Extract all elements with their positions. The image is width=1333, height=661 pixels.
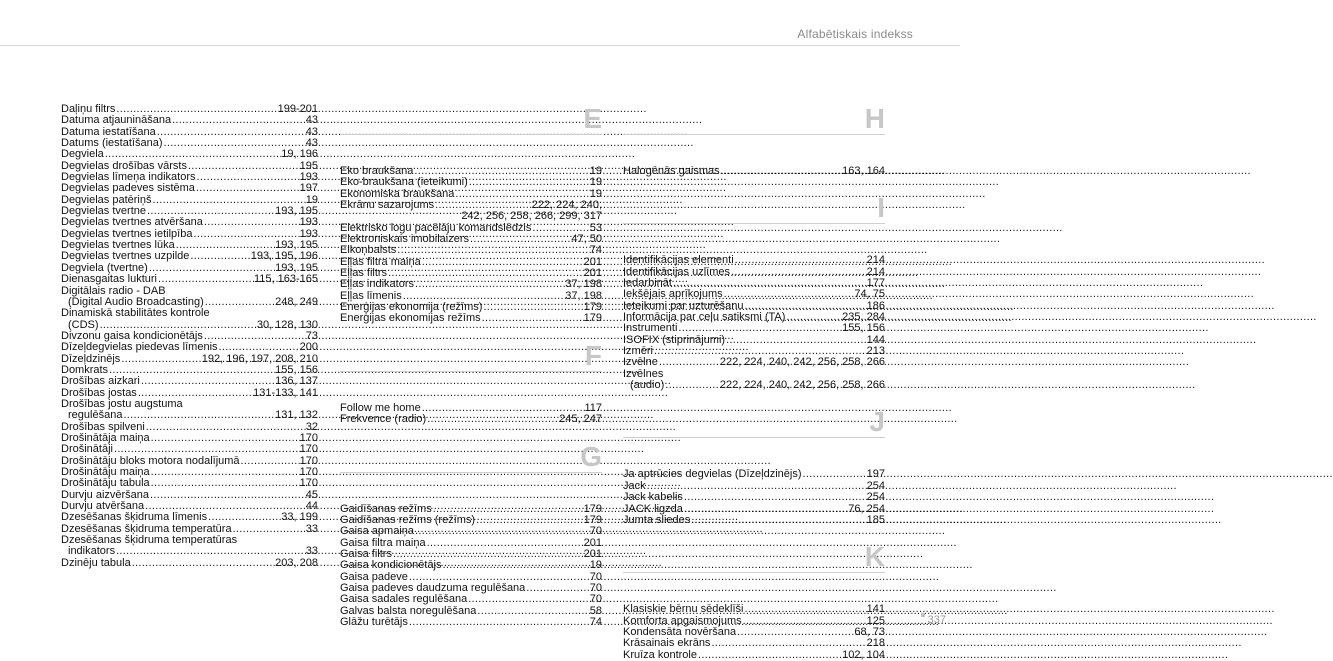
section-letter: H (864, 103, 885, 134)
index-entry-pages: 254 (866, 491, 885, 504)
dot-leader (151, 478, 299, 489)
page-header-title: Alfabētiskais indekss (797, 27, 913, 41)
index-entry-pages: 68, 73 (854, 625, 885, 638)
index-entry-pages: 177 (866, 277, 885, 290)
index-entry-pages: 200 (299, 341, 318, 354)
index-entry-pages: 125 (866, 614, 885, 627)
section-divider (340, 472, 602, 473)
index-entry-pages: 33 (305, 545, 318, 558)
index-entry-pages: 254 (866, 479, 885, 492)
index-entry-label: Ekrānu sazarojums (340, 199, 435, 212)
index-entry (61, 376, 318, 387)
section-header-i (623, 193, 885, 255)
index-entry-label: Degvielas tvertnes ietilpība (61, 227, 193, 240)
index-entry-pages: 131-133, 141 (253, 386, 318, 399)
index-entry-pages: 141 (866, 603, 885, 616)
index-entry-pages: 43 (305, 114, 318, 127)
index-entry-pages: 201 (583, 267, 602, 280)
index-entry-pages: 74, 75 (854, 288, 885, 301)
index-entry-label: Degvielas tvertnes lūka (61, 239, 175, 252)
section-divider (623, 572, 885, 573)
index-entry-pages: 248, 249 (275, 295, 318, 308)
index-entry-label: indikators (68, 545, 116, 558)
section-header-k (623, 542, 885, 604)
index-entry-pages: 74 (589, 615, 602, 628)
index-entry-label: Enerģijas ekonomijas režīms (340, 312, 481, 325)
index-entry-label: Degvielas tvertne (61, 205, 146, 218)
index-entry-pages: 213 (866, 345, 885, 358)
index-entry-label: Drošinātāji (61, 443, 113, 456)
index-entry-pages: 197 (866, 468, 885, 481)
index-entry-pages: 197 (299, 182, 318, 195)
index-column-1 (61, 104, 318, 569)
index-entry (340, 594, 602, 605)
index-entry-pages: 44 (305, 500, 318, 513)
index-entry-pages: 193 (299, 227, 318, 240)
index-entry-pages: 19 (589, 187, 602, 200)
index-entry-pages: 19 (589, 176, 602, 189)
index-entry-label: Degviela (61, 148, 104, 161)
page-number (921, 613, 946, 626)
index-entry-pages: 30, 128, 130 (256, 318, 318, 331)
index-entry-pages: 47, 50 (571, 233, 602, 246)
index-entry-label: Drošības jostas (61, 386, 137, 399)
index-entry (61, 478, 318, 489)
index-entry-pages: 136, 137 (275, 375, 318, 388)
index-entry-pages: 193, 195, 196 (250, 250, 318, 263)
index-entry (340, 313, 602, 324)
index-entry-pages-continued: 242, 256, 258, 266, 299, 317 (461, 210, 602, 223)
index-entry-label: Eko-braukšana (ieteikumi) (340, 176, 468, 189)
index-entry-pages: 37, 198 (565, 289, 602, 302)
index-entry (623, 650, 885, 661)
index-entry (340, 414, 602, 425)
dot-leader (205, 297, 274, 308)
index-entry-label: Frekvence (radio) (340, 413, 427, 426)
index-entry-label: Ja aptrūcies degvielas (Dīzeļdzinējs) (623, 468, 802, 481)
index-entry-pages: 19, 196 (281, 148, 318, 161)
index-entry-pages: 222, 224, 240, (531, 199, 602, 212)
index-entry-pages: 193, 195 (275, 205, 318, 218)
page-marker-icon (921, 613, 925, 617)
index-entry-label: Drošinātāju bloks motora nodalījumā (61, 454, 240, 467)
index-entry-pages: 155, 156 (275, 363, 318, 376)
index-entry-label: Daļiņu filtrs (61, 103, 116, 115)
index-entry-pages: 115, 163-165 (253, 273, 318, 286)
index-entry-pages: 32 (305, 420, 318, 433)
index-entry-label: Drošības spilveni (61, 420, 145, 433)
index-entry-label: Eļļas filtrs (340, 267, 388, 280)
index-entry-pages: 170 (299, 431, 318, 444)
index-entry (623, 515, 885, 526)
index-entry-label: Gaidīšanas režīms (340, 502, 432, 515)
dot-leader (443, 560, 589, 571)
index-entry-label: Dzesēšanas šķidruma līmenis (61, 511, 208, 524)
index-entry (340, 526, 602, 537)
dot-leader (141, 376, 274, 387)
index-entry (61, 444, 318, 455)
index-entry-pages: 222, 224, 240, 242, 256, 258, 266 (719, 356, 885, 369)
index-entry-pages: 19 (589, 165, 602, 177)
index-entry-label: Gaisa filtrs (340, 547, 392, 560)
dot-leader (659, 357, 719, 368)
index-entry-label: (CDS) (68, 318, 99, 331)
index-entry-pages: 193 (299, 216, 318, 229)
index-entry-pages: 70 (589, 593, 602, 606)
index-entry (340, 560, 602, 571)
section-divider (623, 223, 885, 224)
index-entry-label: Follow me home (340, 401, 421, 414)
index-entry-label: Gaisa apmaiņa (340, 525, 414, 538)
section-letter: F (584, 339, 602, 371)
dot-leader (427, 414, 558, 425)
index-entry-pages: 193 (299, 171, 318, 184)
index-entry-label: Galvas balsta noregulēšana (340, 604, 477, 617)
section-divider (340, 134, 602, 135)
index-entry-pages: 192, 196, 197, 208, 210 (201, 352, 318, 365)
dot-leader (744, 604, 865, 615)
dot-leader (684, 492, 866, 503)
dot-leader (123, 410, 274, 421)
index-entry-pages: 214 (866, 254, 885, 267)
index-entry (340, 177, 602, 188)
index-entry-label: Elektroniskais imobilaizers (340, 233, 469, 246)
index-entry-label: Ekonomiska braukšana (340, 187, 455, 200)
index-entry-label: Durvju aizvēršana (61, 488, 150, 501)
index-entry-pages: 76, 254 (848, 502, 885, 515)
index-entry (61, 410, 318, 421)
section-letter: E (583, 103, 602, 134)
index-entry-pages: 70 (589, 525, 602, 538)
dot-leader (468, 594, 589, 605)
dot-leader (219, 342, 299, 353)
index-entry-label: Eļļas indikators (340, 278, 414, 291)
index-entry-heading: Dzesēšanas šķidruma temperatūras (61, 534, 238, 547)
section-letter: I (877, 192, 885, 224)
dot-leader (114, 444, 299, 455)
index-entry-label: Identifikācijas uzlīmes (623, 265, 730, 278)
dot-leader (735, 255, 866, 266)
index-entry-label: Drošības aizkari (61, 375, 140, 388)
index-entry-label: Glāžu turētājs (340, 615, 408, 628)
dot-leader (482, 313, 583, 324)
index-entry-label: Degvielas tvertnes uzpilde (61, 250, 190, 263)
index-entry-label: Gaisa kondicionētājs (340, 559, 442, 572)
index-entry-label: Dzinēju tabula (61, 556, 131, 569)
index-entry-label: Gaisa padeves daudzuma regulēšana (340, 581, 526, 594)
index-entry-pages: 163, 164 (842, 165, 885, 177)
section-divider (623, 134, 885, 135)
index-entry-label: Elektrisko logu pacēlāju komandslēdzis (340, 221, 532, 234)
page-number-text: 337 (927, 614, 946, 626)
index-entry-pages: 195 (299, 159, 318, 172)
index-entry-heading: Dinamiskā stabilitātes kontrole (61, 307, 210, 320)
index-entry-label: Dienasgaitas lukturi (61, 273, 157, 286)
index-entry-pages: 73 (305, 329, 318, 342)
section-header-g (340, 442, 602, 504)
index-entry-pages: 102, 104 (842, 648, 885, 661)
index-entry-pages: 245, 247 (559, 413, 602, 426)
index-entry (623, 604, 885, 615)
index-entry-label: Degvielas patēriņš (61, 193, 152, 206)
index-entry-label: Jack (623, 479, 646, 492)
dot-leader (698, 650, 841, 661)
index-entry-label: Enerģijas ekonomija (režīms) (340, 301, 483, 314)
index-entry-pages: 33, 199 (281, 511, 318, 524)
index-entry-pages: 235, 284 (842, 311, 885, 324)
index-entry-label: Dzesēšanas šķidruma temperatūra (61, 522, 232, 535)
index-entry-pages: 155, 156 (842, 322, 885, 335)
index-entry-label: Ieteikumi par uzturēšanu (623, 299, 744, 312)
index-entry-label: Gaidīšanas režīms (režīms) (340, 513, 476, 526)
index-entry-pages: 186 (866, 299, 885, 312)
dot-leader (132, 558, 274, 569)
index-entry (623, 380, 885, 391)
index-entry-pages: 70 (589, 570, 602, 583)
index-entry-pages: 70 (589, 581, 602, 594)
index-entry-pages: 203, 208 (275, 556, 318, 569)
index-entry-pages: 179 (583, 301, 602, 314)
index-entry-label: Drošinātāju maiņa (61, 466, 150, 478)
index-entry-pages: 170 (299, 454, 318, 467)
index-entry-label: Dīzeļdegvielas piedevas līmenis (61, 341, 218, 354)
index-entry-label: Degvielas drošības vārsts (61, 159, 187, 172)
index-entry-pages: 179 (583, 502, 602, 515)
dot-leader (415, 526, 589, 537)
index-entry-label: Informācija par ceļu satiksmi (TA) (623, 311, 786, 324)
index-entry-label: JACK ligzda (623, 502, 683, 515)
header-divider (0, 45, 960, 46)
index-entry-label: Degviela (tvertne) (61, 261, 148, 274)
index-entry-label: Divzonu gaisa kondicionētājs (61, 329, 203, 342)
index-entry-pages: 201 (583, 255, 602, 268)
index-entry-pages: 144 (866, 333, 885, 346)
index-entry-label: Gaisa padeve (340, 570, 408, 583)
index-entry-label: Instrumenti (623, 322, 678, 335)
index-entry-label: Eko braukšana (340, 165, 414, 177)
index-entry-pages: 45 (305, 488, 318, 501)
index-entry-pages: 201 (583, 536, 602, 549)
index-entry (61, 274, 318, 285)
index-entry-label: Eļļas līmenis (340, 289, 402, 302)
index-entry-pages: 58 (589, 604, 602, 617)
index-entry (623, 638, 885, 649)
index-entry-heading: Digitālais radio - DAB (61, 284, 166, 297)
index-entry-label: regulēšana (68, 409, 123, 422)
index-entry-label: Eļļas filtra maiņa (340, 255, 421, 268)
dot-leader (721, 166, 842, 177)
index-entry (61, 115, 318, 126)
index-entry-pages: 53 (589, 221, 602, 234)
index-entry-pages: 199-201 (277, 103, 318, 115)
index-entry-label: Jumta sliedes (623, 513, 691, 526)
dot-leader (409, 617, 589, 628)
index-column-2 (340, 104, 602, 628)
dot-leader (172, 115, 305, 126)
section-header-e (340, 104, 602, 166)
index-entry-heading: Izvēlnes (623, 367, 664, 380)
index-entry-pages: 179 (583, 513, 602, 526)
section-letter: K (864, 541, 885, 573)
index-entry-pages: 43 (305, 125, 318, 138)
index-entry-pages: 185 (866, 513, 885, 526)
index-entry-pages: 214 (866, 265, 885, 278)
dot-leader (158, 274, 253, 285)
index-entry-pages: 37, 198 (565, 278, 602, 291)
index-entry-heading: Drošības jostu augstuma (61, 397, 183, 410)
index-entry-pages: 19 (589, 559, 602, 572)
index-entry-label: Datuma iestatīšana (61, 125, 156, 138)
index-entry-label: Dīzeļdzinējs (61, 352, 121, 365)
index-entry-label: Identifikācijas elementi (623, 254, 734, 267)
index-entry-pages: 201 (583, 547, 602, 560)
index-entry (340, 617, 602, 628)
index-entry-label: Krāsainais ekrāns (623, 637, 711, 650)
index-entry-pages: 117 (584, 401, 602, 414)
index-entry-pages: 170 (299, 443, 318, 456)
index-entry-label: Kruīza kontrole (623, 648, 697, 661)
index-entry-pages: 193, 195 (275, 239, 318, 252)
index-entry-label: (audio) (630, 379, 665, 392)
index-entry-label: Domkrats (61, 363, 109, 376)
index-entry-pages: 33 (305, 522, 318, 535)
index-entry-label: Kondensāta novēršana (623, 625, 737, 638)
dot-leader (665, 380, 719, 391)
index-entry-label: Degvielas līmeņa indikators (61, 171, 196, 184)
index-entry-label: Halogēnās gaismas (623, 165, 720, 177)
section-letter: G (580, 440, 602, 472)
index-entry-pages: 74 (589, 244, 602, 257)
index-entry-label: Iekšējais aprīkojums (623, 288, 723, 301)
index-entry-label: Datuma atjaunināšana (61, 114, 172, 127)
index-entry-label: Drošinātāju tabula (61, 477, 150, 490)
section-divider (340, 371, 602, 372)
index-column-3 (623, 104, 885, 661)
index-entry-pages: 193, 195 (275, 261, 318, 274)
dot-leader (711, 638, 865, 649)
index-entry-pages: 43 (305, 137, 318, 150)
index-entry-label: Gaisa sadales regulēšana (340, 593, 468, 606)
index-entry-label: Datums (iestatīšana) (61, 137, 163, 150)
index-entry-label: Degvielas tvertnes atvēršana (61, 216, 203, 229)
index-entry (623, 255, 885, 266)
section-header-j (623, 407, 885, 469)
index-entry-label: Iedarbināt (623, 277, 672, 290)
index-entry-pages: 131, 132 (275, 409, 318, 422)
index-entry-label: (Digital Audio Broadcasting) (68, 295, 204, 308)
dot-leader (691, 515, 865, 526)
section-header-f (340, 341, 602, 403)
section-header-h (623, 104, 885, 166)
index-entry-label: Gaisa filtra maiņa (340, 536, 426, 549)
section-letter: J (869, 406, 885, 438)
index-entry-pages: 222, 224, 240, 242, 256, 258, 266 (719, 379, 885, 392)
index-entry-pages: 179 (583, 312, 602, 325)
index-entry-pages: 218 (866, 637, 885, 650)
index-entry-label: Izvēlne (623, 356, 658, 369)
index-entry-label: Durvju atvēršana (61, 500, 145, 513)
index-entry-pages: 170 (299, 477, 318, 490)
index-entry-label: Izmēri (623, 345, 653, 358)
index-entry-label: ISOFIX (stiprinājumi) (623, 333, 726, 346)
index-entry-label: Drošinātāja maiņa (61, 431, 150, 444)
index-entry-label: Elkoņbalsts (340, 244, 397, 257)
dot-leader (233, 524, 305, 535)
dot-leader (469, 177, 589, 188)
index-entry-label: Jack kabelis (623, 491, 683, 504)
index-entry-pages: 19 (305, 193, 318, 206)
index-entry (623, 166, 885, 177)
index-entry (61, 342, 318, 353)
index-entry (61, 558, 318, 569)
index-entry (623, 492, 885, 503)
index-entry-label: Klasiskie bērnu sēdeklīši (623, 603, 744, 616)
index-entry-label: Degvielas padeves sistēma (61, 182, 195, 195)
index-entry-pages: 170 (299, 466, 318, 478)
index-entry-label: Komforta apgaismojums (623, 614, 742, 627)
section-divider (623, 437, 885, 438)
